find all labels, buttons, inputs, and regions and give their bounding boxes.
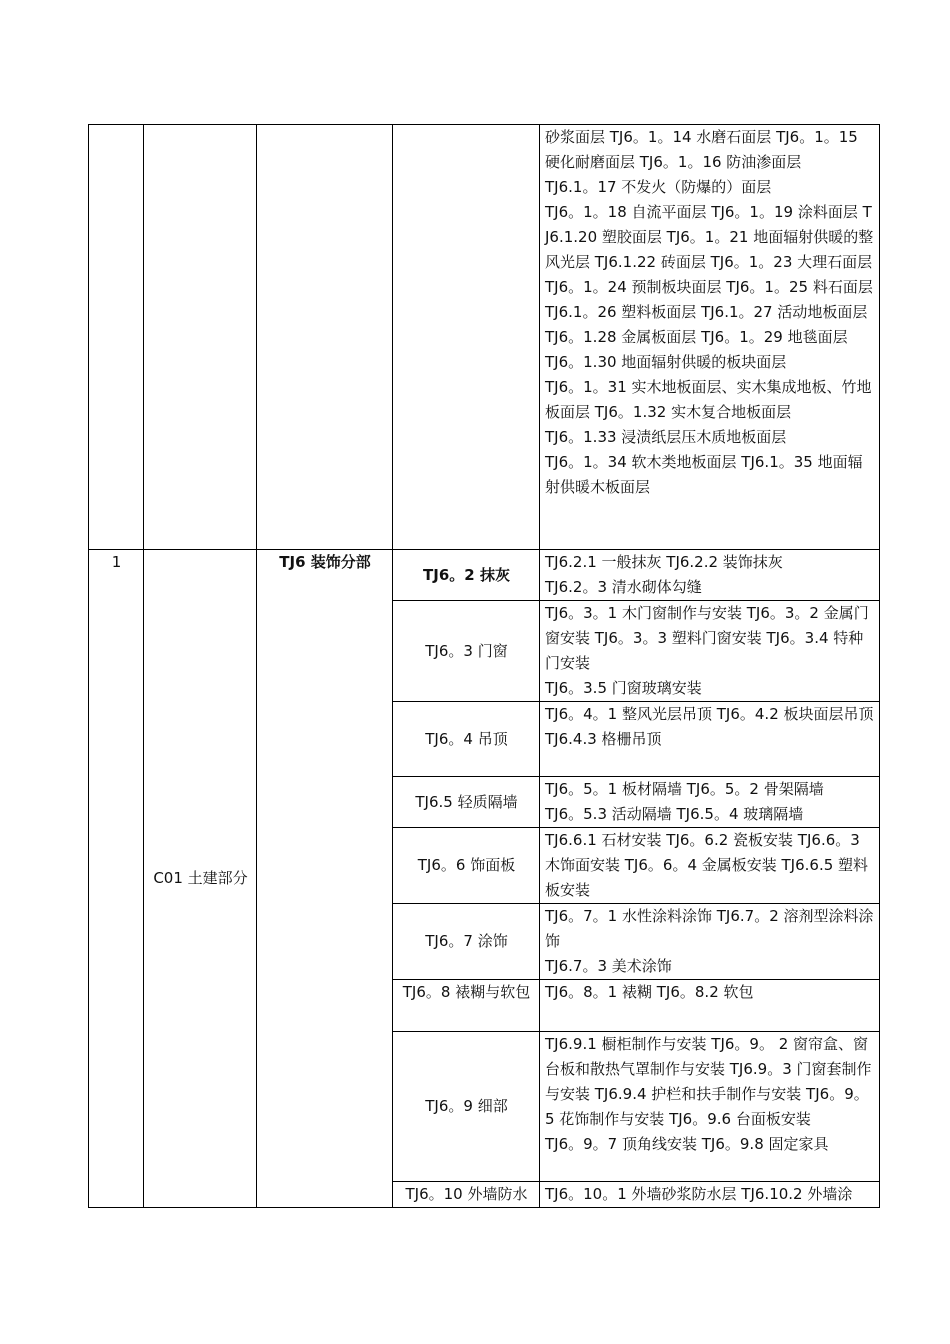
item-line: TJ6。9。7 顶角线安装 TJ6。9.8 固定家具: [545, 1135, 829, 1153]
subdivision-cell: TJ6.5 轻质隔墙: [393, 777, 540, 828]
item-line: 砂浆面层 TJ6。1。14 水磨石面层 TJ6。1。15 硬化耐磨面层 TJ6。1。16 防油渗面层: [545, 128, 858, 171]
item-line: TJ6。1。34 软木类地板面层 TJ6.1。35 地面辐射供暖木板面层: [545, 453, 863, 496]
subdivision-cell: TJ6。10 外墙防水: [393, 1182, 540, 1208]
item-line: TJ6。1。24 预制板块面层 TJ6。1。25 料石面层 TJ6.1。26 塑料板面层 TJ6.1。27 活动地板面层: [545, 278, 873, 321]
subdivision-cell: TJ6。6 饰面板: [393, 828, 540, 904]
item-line: TJ6。5.3 活动隔墙 TJ6.5。4 玻璃隔墙: [545, 805, 804, 823]
item-list-cell: [540, 1182, 880, 1208]
subdivision-cell: TJ6。4 吊顶: [393, 702, 540, 777]
row-index-cell: 1: [89, 550, 144, 1208]
item-line: TJ6。5。1 板材隔墙 TJ6。5。2 骨架隔墙: [545, 780, 824, 798]
item-list-cell: [540, 550, 880, 601]
empty-cell: [257, 125, 393, 550]
empty-cell: [144, 125, 257, 550]
unit-project-cell: C01 土建部分: [144, 550, 257, 1208]
subdivision-cell: TJ6。9 细部: [393, 1032, 540, 1182]
item-line: TJ6。3。1 木门窗制作与安装 TJ6。3。2 金属门窗安装 TJ6。3。3 塑料门窗安装 TJ6。3.4 特种门安装: [545, 604, 869, 672]
item-list-cell: [540, 702, 880, 777]
item-line: TJ6。8。1 裱糊 TJ6。8.2 软包: [545, 983, 754, 1001]
item-line: TJ6.2.1 一般抹灰 TJ6.2.2 装饰抹灰: [545, 553, 783, 571]
subdivision-cell: TJ6。2 抹灰: [393, 550, 540, 601]
table-row-continued: [89, 125, 880, 550]
division-cell: TJ6 装饰分部: [257, 550, 393, 1208]
item-list-cell: [540, 828, 880, 904]
item-list-cell: [540, 777, 880, 828]
item-line: TJ6。7。1 水性涂料涂饰 TJ6.7。2 溶剂型涂料涂饰: [545, 907, 874, 950]
item-list-cell: [540, 601, 880, 702]
construction-division-table: [88, 124, 880, 1208]
subdivision-cell: TJ6。8 裱糊与软包: [393, 980, 540, 1032]
item-list-cell: [540, 125, 880, 550]
item-line: TJ6。1。18 自流平面层 TJ6。1。19 涂料面层 TJ6.1.20 塑胶面层 TJ6。1。21 地面辐射供暖的整风光层 TJ6.1.22 砖面层 TJ6。1。23 大理石面层: [545, 203, 874, 271]
item-line: TJ6。4。1 整风光层吊顶 TJ6。4.2 板块面层吊顶: [545, 705, 874, 723]
empty-cell: [89, 125, 144, 550]
item-line: TJ6.9.1 橱柜制作与安装 TJ6。9。 2 窗帘盒、窗台板和散热气罩制作与安装 TJ6.9。3 门窗套制作与安装 TJ6.9.4 护栏和扶手制作与安装 TJ6。9。5 花饰制作与安装 TJ6。9.6 台面板安装: [545, 1035, 872, 1128]
table-row: [89, 550, 880, 601]
item-list-cell: [540, 1032, 880, 1182]
item-line: TJ6。1.28 金属板面层 TJ6。1。29 地毯面层: [545, 328, 848, 346]
item-line: TJ6。1.30 地面辐射供暖的板块面层: [545, 353, 787, 371]
item-list-cell: [540, 904, 880, 980]
item-line: TJ6.1。17 不发火（防爆的）面层: [545, 178, 772, 196]
empty-cell: [393, 125, 540, 550]
item-line: TJ6。1。31 实木地板面层、实木集成地板、竹地板面层 TJ6。1.32 实木复合地板面层: [545, 378, 872, 421]
subdivision-cell: TJ6。7 涂饰: [393, 904, 540, 980]
item-line: TJ6。10。1 外墙砂浆防水层 TJ6.10.2 外墙涂: [545, 1185, 853, 1203]
item-line: TJ6.7。3 美术涂饰: [545, 957, 672, 975]
subdivision-cell: TJ6。3 门窗: [393, 601, 540, 702]
item-line: TJ6.2。3 清水砌体勾缝: [545, 578, 702, 596]
item-list-cell: [540, 980, 880, 1032]
item-line: TJ6.6.1 石材安装 TJ6。6.2 瓷板安装 TJ6.6。3 木饰面安装 TJ6。6。4 金属板安装 TJ6.6.5 塑料板安装: [545, 831, 869, 899]
item-line: TJ6。1.33 浸渍纸层压木质地板面层: [545, 428, 787, 446]
item-line: TJ6。3.5 门窗玻璃安装: [545, 679, 702, 697]
item-line: TJ6.4.3 格栅吊顶: [545, 730, 662, 748]
